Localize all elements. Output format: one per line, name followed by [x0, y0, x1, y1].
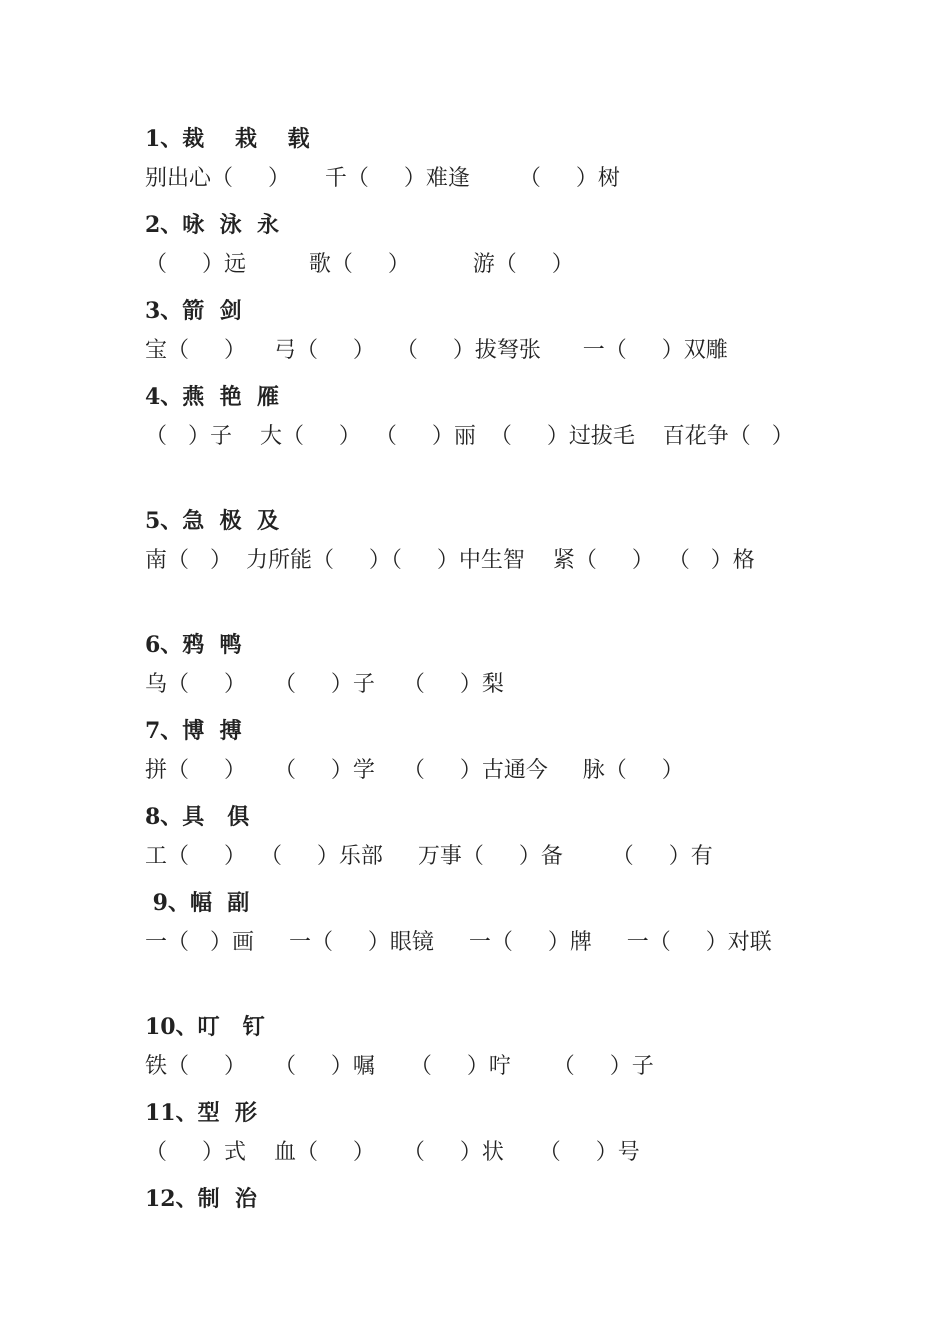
- item-answer-line: 南（ ） 力所能（ ）（ ）中生智 紧（ ） （ ）格: [145, 548, 755, 573]
- item-answer-line: 工（ ） （ ）乐部 万事（ ）备 （ ）有: [145, 844, 713, 869]
- item-answer-line: 乌（ ） （ ）子 （ ）梨: [145, 672, 504, 697]
- item-answer-line: （ ）式 血（ ） （ ）状 （ ）号: [145, 1140, 640, 1165]
- item-answer-line: （ ）子 大（ ） （ ）丽 （ ）过拔毛 百花争（ ）: [145, 424, 794, 449]
- item-answer-line: （ ）远 歌（ ） 游（ ）: [145, 252, 574, 277]
- item-heading: 5、急 极 及: [145, 508, 279, 534]
- item-answer-line: 铁（ ） （ ）嘱 （ ）咛 （ ）子: [145, 1054, 654, 1079]
- item-heading: 2、咏 泳 永: [145, 212, 279, 238]
- item-heading: 8、具 俱: [145, 804, 250, 830]
- item-heading: 7、博 搏: [145, 718, 242, 744]
- item-heading: 4、燕 艳 雁: [145, 384, 279, 410]
- item-heading: 10、叮 钉: [145, 1014, 265, 1040]
- item-answer-line: 拼（ ） （ ）学 （ ）古通今 脉（ ）: [145, 758, 684, 783]
- exercise-document: [145, 118, 825, 1220]
- item-heading: 3、箭 剑: [145, 298, 242, 324]
- item-answer-line: 别出心（ ） 千（ ）难逢 （ ）树: [145, 166, 620, 191]
- item-heading: 6、鸦 鸭: [145, 632, 242, 658]
- item-heading: 11、型 形: [145, 1100, 257, 1126]
- item-heading: 12、制 治: [145, 1186, 257, 1212]
- item-answer-line: 一（ ）画 一（ ）眼镜 一（ ）牌 一（ ）对联: [145, 930, 772, 955]
- item-heading: 1、裁 栽 载: [145, 126, 310, 152]
- item-answer-line: 宝（ ） 弓（ ） （ ）拔弩张 一（ ）双雕: [145, 338, 728, 363]
- item-heading: 9、幅 副: [145, 890, 250, 916]
